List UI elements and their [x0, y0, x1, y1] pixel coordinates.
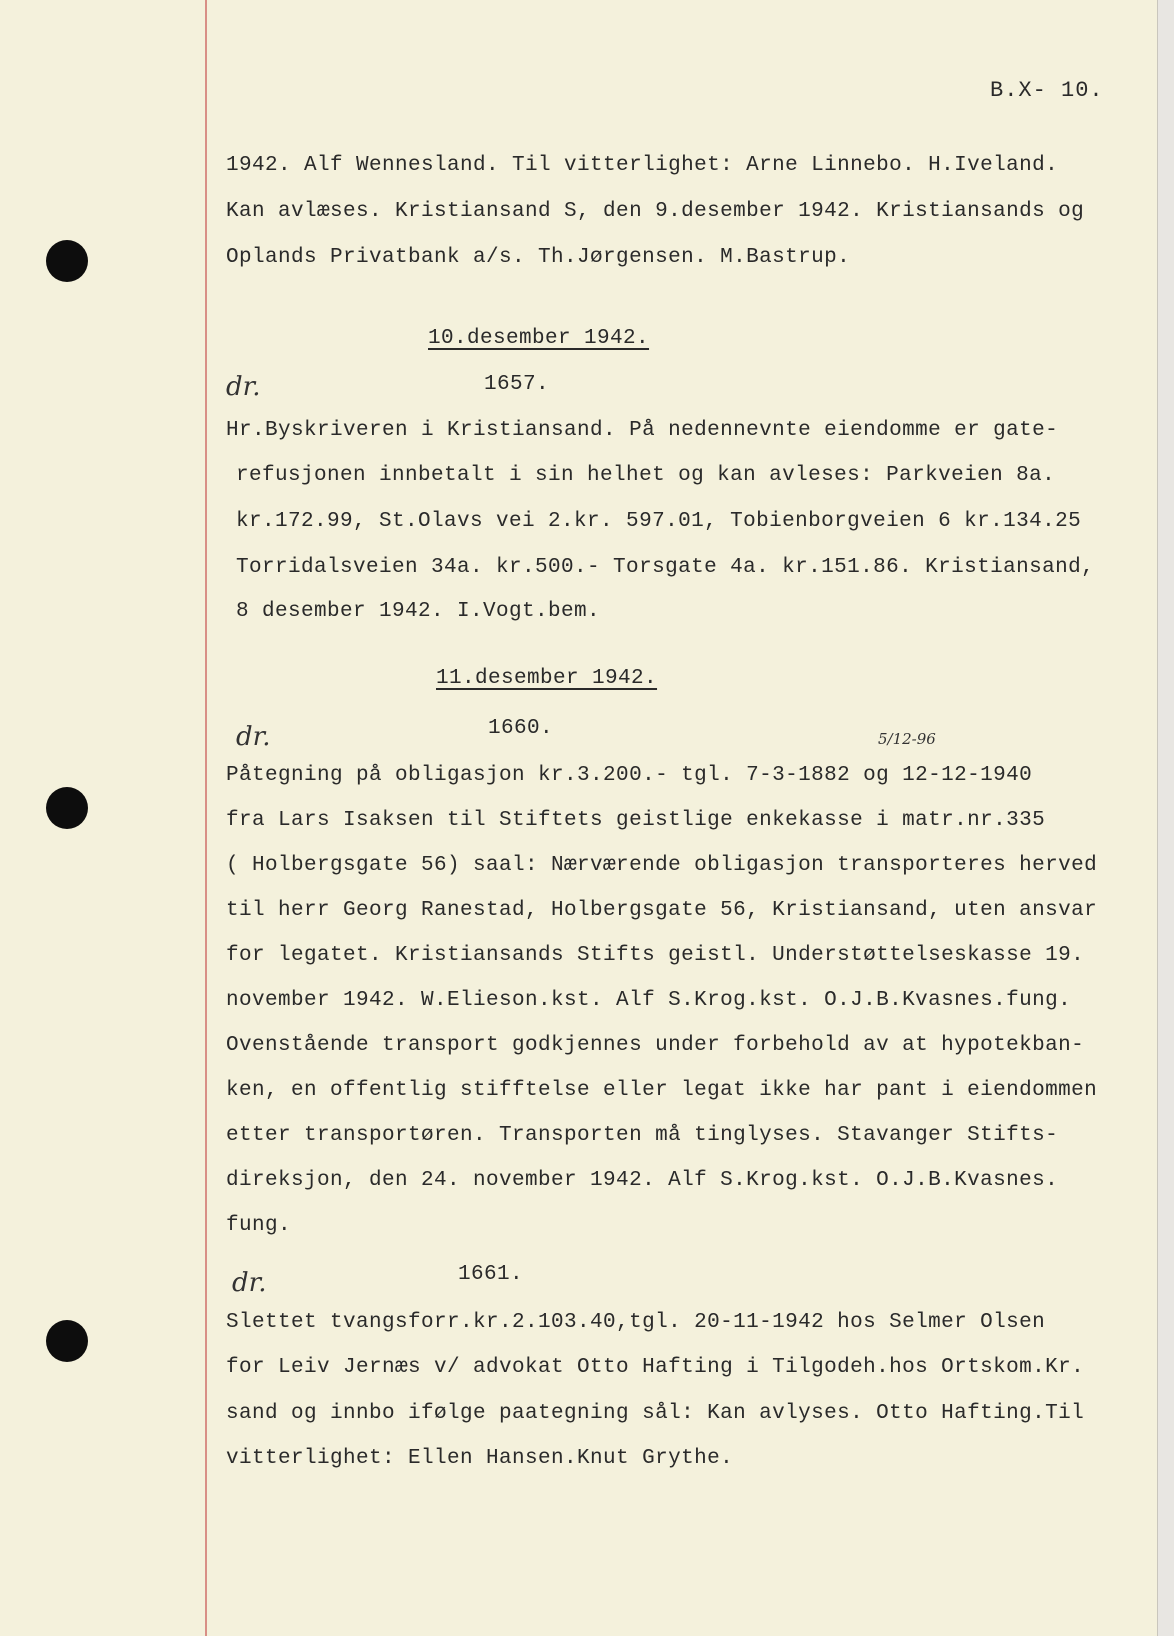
text-line: direksjon, den 24. november 1942. Alf S.Krog.kst. O.J.B.Kvasnes.	[226, 1169, 1059, 1192]
entry-number: 1657.	[484, 373, 550, 396]
punch-hole	[46, 1320, 88, 1362]
entry-number: 1661.	[458, 1263, 524, 1286]
date-heading: 10.desember 1942.	[428, 327, 650, 350]
punch-hole	[46, 787, 88, 829]
text-line: Slettet tvangsforr.kr.2.103.40,tgl. 20-11-1942 hos Selmer Olsen	[226, 1311, 1046, 1334]
text-line: ( Holbergsgate 56) saal: Nærværende obligasjon transporteres herved	[226, 854, 1098, 877]
text-line: 8 desember 1942. I.Vogt.bem.	[236, 600, 601, 623]
text-line: kr.172.99, St.Olavs vei 2.kr. 597.01, Tobienborgveien 6 kr.134.25	[236, 510, 1082, 533]
margin-initial: dr.	[226, 372, 261, 402]
page-reference: B.X- 10.	[990, 78, 1104, 103]
text-line: etter transportøren. Transporten må tinglyses. Stavanger Stifts-	[226, 1124, 1059, 1147]
text-line: for Leiv Jernæs v/ advokat Otto Hafting i Tilgodeh.hos Ortskom.Kr.	[226, 1356, 1085, 1379]
text-line: november 1942. W.Elieson.kst. Alf S.Krog.kst. O.J.B.Kvasnes.fung.	[226, 989, 1072, 1012]
text-line: Oplands Privatbank a/s. Th.Jørgensen. M.Bastrup.	[226, 246, 851, 269]
text-line: fra Lars Isaksen til Stiftets geistlige enkekasse i matr.nr.335	[226, 809, 1046, 832]
text-line: Torridalsveien 34a. kr.500.- Torsgate 4a. kr.151.86. Kristiansand,	[236, 556, 1095, 579]
text-line: Ovenstående transport godkjennes under forbehold av at hypotekban-	[226, 1034, 1085, 1057]
margin-date-note: 5/12-96	[878, 730, 936, 748]
text-line: sand og innbo ifølge paategning sål: Kan avlyses. Otto Hafting.Til	[226, 1402, 1085, 1425]
text-line: Kan avlæses. Kristiansand S, den 9.desember 1942. Kristiansands og	[226, 200, 1085, 223]
text-line: 1942. Alf Wennesland. Til vitterlighet: Arne Linnebo. H.Iveland.	[226, 154, 1059, 177]
punch-hole	[46, 240, 88, 282]
text-line: ken, en offentlig stifftelse eller legat ikke har pant i eiendommen	[226, 1079, 1098, 1102]
margin-initial: dr.	[232, 1268, 267, 1298]
margin-initial: dr.	[236, 722, 271, 752]
entry-number: 1660.	[488, 717, 554, 740]
text-line: for legatet. Kristiansands Stifts geistl. Understøttelseskasse 19.	[226, 944, 1085, 967]
text-line: fung.	[226, 1214, 292, 1237]
date-heading: 11.desember 1942.	[436, 667, 658, 690]
page-edge	[1157, 0, 1174, 1636]
text-line: Påtegning på obligasjon kr.3.200.- tgl. 7-3-1882 og 12-12-1940	[226, 764, 1033, 787]
text-line: Hr.Byskriveren i Kristiansand. På nedennevnte eiendomme er gate-	[226, 419, 1059, 442]
text-line: refusjonen innbetalt i sin helhet og kan avleses: Parkveien 8a.	[236, 464, 1056, 487]
text-line: til herr Georg Ranestad, Holbergsgate 56, Kristiansand, uten ansvar	[226, 899, 1098, 922]
margin-rule	[205, 0, 207, 1636]
text-line: vitterlighet: Ellen Hansen.Knut Grythe.	[226, 1447, 734, 1470]
